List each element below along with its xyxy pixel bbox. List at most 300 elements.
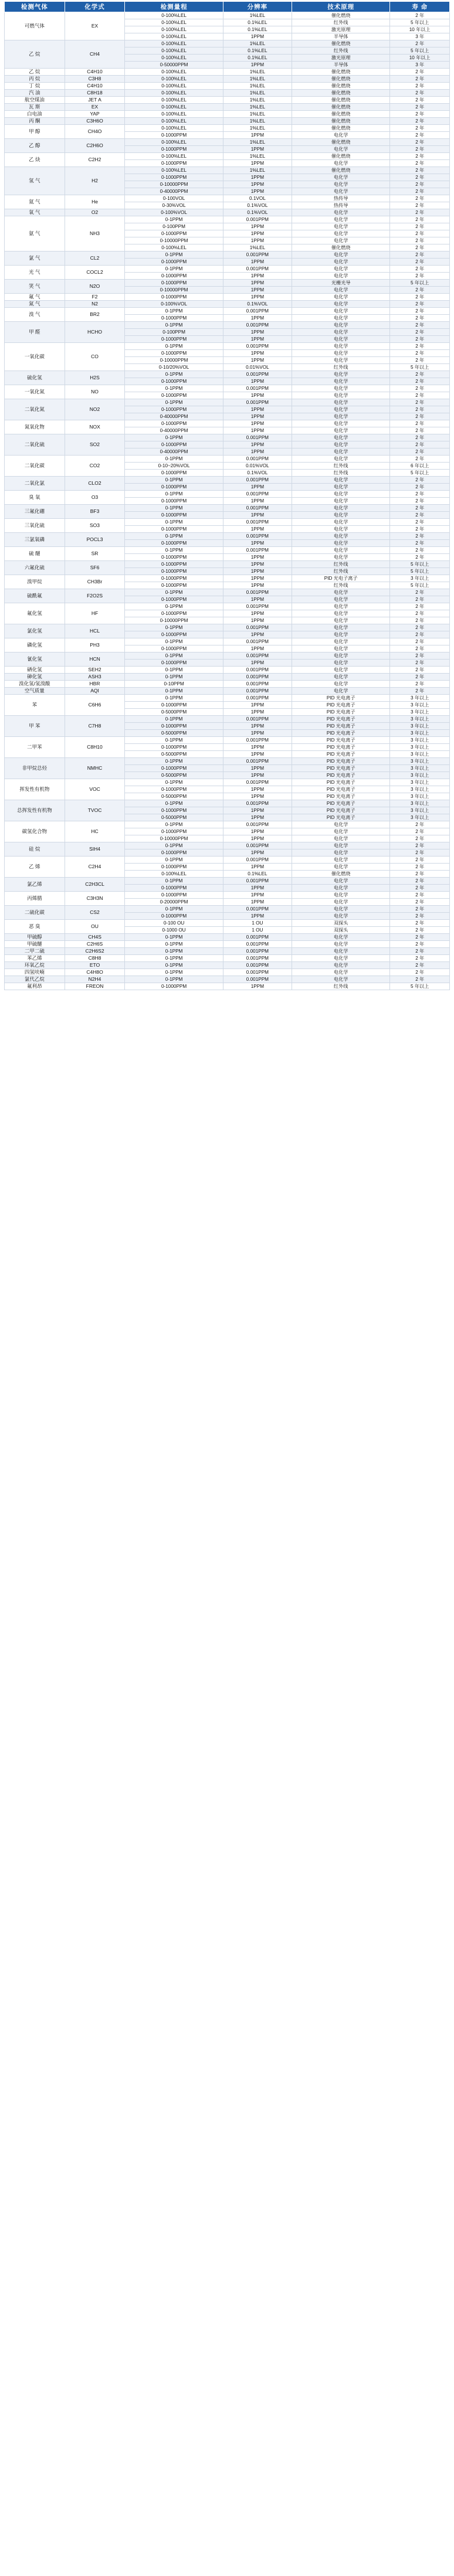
cell-formula: CL2 — [65, 252, 125, 266]
cell-range: 0-1000PPM — [125, 294, 223, 301]
cell-life: 2 年 — [390, 406, 450, 413]
cell-technology: 电化学 — [292, 223, 389, 230]
cell-technology: PID 光电离子 — [292, 716, 389, 723]
cell-range: 0-100%LEL — [125, 153, 223, 160]
cell-life: 2 年 — [390, 674, 450, 681]
cell-technology: PID 光电离子 — [292, 695, 389, 702]
cell-life: 2 年 — [390, 167, 450, 174]
cell-technology: 电化学 — [292, 406, 389, 413]
cell-formula: HBR — [65, 681, 125, 688]
cell-life: 2 年 — [390, 955, 450, 962]
cell-life: 2 年 — [390, 969, 450, 976]
table-row — [5, 76, 450, 83]
cell-gas-name: 磷化氢 — [5, 638, 65, 653]
cell-range: 0-1PPM — [125, 667, 223, 674]
cell-range: 0-1000PPM — [125, 420, 223, 427]
cell-range: 0-1000PPM — [125, 575, 223, 582]
cell-resolution: 0.001PPM — [223, 878, 292, 885]
cell-life: 2 年 — [390, 941, 450, 948]
cell-range: 0-40000PPM — [125, 413, 223, 420]
cell-gas-name: 可燃气体 — [5, 12, 65, 40]
header-range: 检测量程 — [125, 2, 223, 12]
cell-resolution: 0.001PPM — [223, 674, 292, 681]
cell-life: 3 年以上 — [390, 807, 450, 814]
cell-range: 0-20000PPM — [125, 899, 223, 906]
cell-technology: 电化学 — [292, 378, 389, 385]
cell-life: 3 年以上 — [390, 737, 450, 744]
cell-technology: 电化学 — [292, 399, 389, 406]
table-row — [5, 12, 450, 19]
cell-gas-name: 丙 酮 — [5, 118, 65, 125]
cell-range: 0-100%LEL — [125, 76, 223, 83]
cell-technology: 催化燃烧 — [292, 244, 389, 252]
cell-range: 0-1000PPM — [125, 983, 223, 990]
cell-range: 0-1000PPM — [125, 645, 223, 653]
cell-resolution: 1PPM — [223, 772, 292, 779]
cell-formula: YAP — [65, 111, 125, 118]
cell-resolution: 1PPM — [223, 132, 292, 139]
cell-range: 0-1PPM — [125, 906, 223, 913]
cell-life: 3 年以上 — [390, 800, 450, 807]
cell-resolution: 0.001PPM — [223, 800, 292, 807]
cell-range: 0-10000PPM — [125, 835, 223, 842]
cell-range: 0-100%LEL — [125, 139, 223, 146]
cell-life: 2 年 — [390, 322, 450, 329]
cell-range: 0-1PPM — [125, 505, 223, 512]
cell-resolution: 1PPM — [223, 660, 292, 667]
cell-gas-name: 氧 气 — [5, 209, 65, 216]
cell-range: 0-100%LEL — [125, 111, 223, 118]
cell-range: 0-1PPM — [125, 842, 223, 849]
cell-range: 0-1PPM — [125, 941, 223, 948]
cell-resolution: 0.001PPM — [223, 399, 292, 406]
cell-technology: 电化学 — [292, 477, 389, 484]
cell-gas-name: 二氧化硫 — [5, 434, 65, 456]
table-row — [5, 456, 450, 463]
table-row — [5, 969, 450, 976]
table-row — [5, 821, 450, 828]
cell-range: 0-1000PPM — [125, 132, 223, 139]
header-formula: 化学式 — [65, 2, 125, 12]
cell-resolution: 1PPM — [223, 709, 292, 716]
cell-range: 0-100%LEL — [125, 167, 223, 174]
cell-life: 2 年 — [390, 448, 450, 456]
cell-technology: 电化学 — [292, 385, 389, 392]
cell-life: 3 年以上 — [390, 723, 450, 730]
cell-range: 0-1000PPM — [125, 828, 223, 835]
cell-formula: C2H6O — [65, 139, 125, 153]
cell-technology: PID 光电子离子 — [292, 575, 389, 582]
cell-formula: C4H8O — [65, 969, 125, 976]
cell-gas-name: 六氟化硫 — [5, 561, 65, 575]
cell-range: 0-10000PPM — [125, 287, 223, 294]
cell-technology: 电化学 — [292, 259, 389, 266]
cell-life: 2 年 — [390, 491, 450, 498]
cell-life: 5 年以上 — [390, 280, 450, 287]
cell-gas-name: 砷化氢 — [5, 674, 65, 681]
table-row — [5, 800, 450, 807]
cell-formula: OU — [65, 920, 125, 934]
cell-range: 0-10/20%VOL — [125, 364, 223, 371]
table-row — [5, 343, 450, 350]
cell-resolution: 1PPM — [223, 596, 292, 603]
cell-life: 2 年 — [390, 83, 450, 90]
table-row — [5, 674, 450, 681]
cell-range: 0-1000 OU — [125, 927, 223, 934]
cell-technology: 半导体 — [292, 62, 389, 69]
cell-life: 2 年 — [390, 146, 450, 153]
cell-resolution: 1%LEL — [223, 111, 292, 118]
cell-resolution: 1%LEL — [223, 244, 292, 252]
cell-technology: 电化学 — [292, 849, 389, 857]
cell-technology: 催化燃烧 — [292, 139, 389, 146]
cell-technology: 电化学 — [292, 885, 389, 892]
cell-formula: COCL2 — [65, 266, 125, 280]
cell-technology: PID 光电离子 — [292, 751, 389, 758]
cell-life: 3 年以上 — [390, 716, 450, 723]
table-row — [5, 941, 450, 948]
cell-range: 0-1000PPM — [125, 892, 223, 899]
cell-technology: PID 光电离子 — [292, 807, 389, 814]
cell-range: 0-5000PPM — [125, 751, 223, 758]
cell-gas-name: 笑 气 — [5, 280, 65, 294]
cell-range: 0-1000PPM — [125, 596, 223, 603]
cell-life: 10 年以上 — [390, 26, 450, 33]
cell-life: 2 年 — [390, 864, 450, 871]
cell-formula: N2 — [65, 301, 125, 308]
cell-range: 0-5000PPM — [125, 814, 223, 821]
header-resolution: 分辨率 — [223, 2, 292, 12]
cell-life: 2 年 — [390, 195, 450, 202]
cell-gas-name: 硫 醚 — [5, 547, 65, 561]
cell-gas-name: 氯乙烯 — [5, 878, 65, 892]
cell-resolution: 1PPM — [223, 702, 292, 709]
cell-life: 3 年以上 — [390, 814, 450, 821]
cell-formula: EX — [65, 104, 125, 111]
cell-resolution: 1PPM — [223, 828, 292, 835]
cell-range: 0-5000PPM — [125, 709, 223, 716]
cell-gas-name: 氮 气 — [5, 301, 65, 308]
cell-technology: 红外线 — [292, 561, 389, 568]
cell-technology: 电化学 — [292, 308, 389, 315]
cell-life: 5 年以上 — [390, 983, 450, 990]
cell-range: 0-40000PPM — [125, 188, 223, 195]
cell-technology: 电化学 — [292, 371, 389, 378]
cell-technology: 催化燃烧 — [292, 871, 389, 878]
cell-technology: 电化学 — [292, 343, 389, 350]
cell-life: 2 年 — [390, 512, 450, 519]
cell-life: 2 年 — [390, 505, 450, 512]
cell-technology: 电化学 — [292, 526, 389, 533]
cell-formula: EX — [65, 12, 125, 40]
cell-resolution: 0.01%VOL — [223, 364, 292, 371]
cell-life: 2 年 — [390, 899, 450, 906]
cell-life: 2 年 — [390, 821, 450, 828]
cell-range: 0-1PPM — [125, 322, 223, 329]
cell-life: 2 年 — [390, 835, 450, 842]
cell-life: 2 年 — [390, 681, 450, 688]
cell-technology: 双探头 — [292, 920, 389, 927]
cell-life: 2 年 — [390, 230, 450, 237]
cell-technology: 红外线 — [292, 983, 389, 990]
cell-resolution: 1PPM — [223, 336, 292, 343]
cell-technology: PID 光电离子 — [292, 702, 389, 709]
cell-life: 2 年 — [390, 533, 450, 540]
cell-resolution: 1PPM — [223, 329, 292, 336]
cell-life: 2 年 — [390, 90, 450, 97]
cell-gas-name: 丙 烷 — [5, 76, 65, 83]
cell-life: 5 年以上 — [390, 561, 450, 568]
cell-resolution: 1PPM — [223, 146, 292, 153]
cell-technology: 电化学 — [292, 617, 389, 624]
cell-resolution: 0.1VOL — [223, 195, 292, 202]
cell-technology: 电化学 — [292, 934, 389, 941]
cell-resolution: 0.001PPM — [223, 716, 292, 723]
cell-resolution: 1PPM — [223, 181, 292, 188]
cell-range: 0-1000PPM — [125, 315, 223, 322]
cell-range: 0-1000PPM — [125, 160, 223, 167]
cell-resolution: 1PPM — [223, 575, 292, 582]
cell-range: 0-1PPM — [125, 533, 223, 540]
cell-gas-name: 氯 气 — [5, 252, 65, 266]
cell-range: 0-5000PPM — [125, 772, 223, 779]
cell-range: 0-100%LEL — [125, 97, 223, 104]
table-row — [5, 420, 450, 427]
cell-range: 0-1000PPM — [125, 744, 223, 751]
cell-life: 2 年 — [390, 871, 450, 878]
cell-resolution: 0.001PPM — [223, 505, 292, 512]
table-row — [5, 779, 450, 786]
cell-life: 2 年 — [390, 434, 450, 441]
cell-life: 2 年 — [390, 638, 450, 645]
cell-technology: PID 光电离子 — [292, 730, 389, 737]
cell-formula: C2H6S2 — [65, 948, 125, 955]
cell-technology: PID 光电离子 — [292, 793, 389, 800]
cell-resolution: 0.001PPM — [223, 216, 292, 223]
cell-life: 3 年以上 — [390, 779, 450, 786]
cell-formula: N2H4 — [65, 976, 125, 983]
cell-life: 2 年 — [390, 498, 450, 505]
cell-range: 0-100%LEL — [125, 125, 223, 132]
cell-range: 0-1PPM — [125, 716, 223, 723]
cell-technology: 电化学 — [292, 913, 389, 920]
cell-life: 3 年以上 — [390, 709, 450, 716]
table-row — [5, 385, 450, 392]
cell-resolution: 1PPM — [223, 540, 292, 547]
cell-formula: CH4S — [65, 934, 125, 941]
cell-technology: PID 光电离子 — [292, 709, 389, 716]
cell-formula: BR2 — [65, 308, 125, 322]
gas-detection-table — [4, 1, 450, 990]
cell-range: 0-100%VOL — [125, 301, 223, 308]
cell-range: 0-1PPM — [125, 758, 223, 765]
cell-technology: 催化燃烧 — [292, 111, 389, 118]
cell-gas-name: 氯化氢 — [5, 624, 65, 638]
cell-range: 0-1PPM — [125, 800, 223, 807]
cell-formula: C3H6O — [65, 118, 125, 125]
cell-resolution: 0.1%LEL — [223, 26, 292, 33]
cell-technology: 电化学 — [292, 603, 389, 610]
cell-resolution: 0.001PPM — [223, 519, 292, 526]
cell-technology: 电化学 — [292, 413, 389, 420]
cell-life: 2 年 — [390, 892, 450, 899]
cell-life: 2 年 — [390, 181, 450, 188]
cell-formula: POCL3 — [65, 533, 125, 547]
cell-formula: C2H2 — [65, 153, 125, 167]
cell-range: 0-1000PPM — [125, 336, 223, 343]
cell-technology: 电化学 — [292, 828, 389, 835]
cell-life: 2 年 — [390, 259, 450, 266]
cell-gas-name: 氟化氢 — [5, 603, 65, 624]
cell-resolution: 1PPM — [223, 561, 292, 568]
cell-life: 2 年 — [390, 484, 450, 491]
cell-formula: BF3 — [65, 505, 125, 519]
cell-life: 10 年以上 — [390, 55, 450, 62]
cell-formula: C7H8 — [65, 716, 125, 737]
cell-life: 2 年 — [390, 132, 450, 139]
cell-resolution: 0.001PPM — [223, 266, 292, 273]
cell-technology: 电化学 — [292, 329, 389, 336]
table-row — [5, 97, 450, 104]
cell-technology: 电化学 — [292, 624, 389, 631]
cell-resolution: 0.001PPM — [223, 969, 292, 976]
cell-resolution: 0.1%VOL — [223, 209, 292, 216]
cell-life: 2 年 — [390, 153, 450, 160]
cell-technology: 电化学 — [292, 456, 389, 463]
cell-resolution: 1PPM — [223, 786, 292, 793]
cell-resolution: 1PPM — [223, 582, 292, 589]
cell-range: 0-100%LEL — [125, 871, 223, 878]
cell-technology: 双探头 — [292, 927, 389, 934]
cell-resolution: 0.001PPM — [223, 906, 292, 913]
cell-range: 0-1PPM — [125, 821, 223, 828]
cell-resolution: 0.1%LEL — [223, 19, 292, 26]
table-row — [5, 948, 450, 955]
cell-range: 0-50000PPM — [125, 62, 223, 69]
table-row — [5, 758, 450, 765]
cell-range: 0-1PPM — [125, 955, 223, 962]
cell-range: 0-1000PPM — [125, 849, 223, 857]
cell-gas-name: 非甲烷总烃 — [5, 758, 65, 779]
cell-technology: 电化学 — [292, 638, 389, 645]
cell-resolution: 1PPM — [223, 814, 292, 821]
cell-gas-name: 二氧化碳 — [5, 456, 65, 477]
cell-technology: 电化学 — [292, 533, 389, 540]
cell-technology: 电化学 — [292, 160, 389, 167]
table-row — [5, 842, 450, 849]
cell-technology: 电化学 — [292, 484, 389, 491]
cell-formula: H2 — [65, 167, 125, 195]
cell-gas-name: 氮氧化物 — [5, 420, 65, 434]
cell-technology: 催化燃烧 — [292, 125, 389, 132]
cell-life: 2 年 — [390, 202, 450, 209]
table-row — [5, 561, 450, 568]
cell-gas-name: 乙 醇 — [5, 139, 65, 153]
cell-technology: 催化燃烧 — [292, 118, 389, 125]
table-row — [5, 216, 450, 223]
table-row — [5, 505, 450, 512]
cell-life: 2 年 — [390, 667, 450, 674]
cell-range: 0-100PPM — [125, 329, 223, 336]
cell-technology: 激光原理 — [292, 26, 389, 33]
cell-range: 0-1PPM — [125, 266, 223, 273]
cell-gas-name: 氯代乙烷 — [5, 976, 65, 983]
cell-resolution: 0.1%LEL — [223, 871, 292, 878]
cell-life: 2 年 — [390, 301, 450, 308]
cell-resolution: 1PPM — [223, 350, 292, 357]
cell-formula: CS2 — [65, 906, 125, 920]
cell-life: 2 年 — [390, 378, 450, 385]
cell-technology: 红外线 — [292, 364, 389, 371]
cell-range: 0-100%LEL — [125, 26, 223, 33]
cell-technology: PID 光电离子 — [292, 772, 389, 779]
cell-gas-name: 空气质量 — [5, 688, 65, 695]
table-body — [5, 12, 450, 990]
cell-technology: 电化学 — [292, 878, 389, 885]
cell-resolution: 1%LEL — [223, 125, 292, 132]
table-row — [5, 301, 450, 308]
cell-resolution: 1%LEL — [223, 69, 292, 76]
cell-range: 0-10000PPM — [125, 357, 223, 364]
cell-technology: 催化燃烧 — [292, 97, 389, 104]
cell-resolution: 0.001PPM — [223, 934, 292, 941]
cell-formula: AQI — [65, 688, 125, 695]
cell-technology: 电化学 — [292, 237, 389, 244]
cell-technology: 电化学 — [292, 301, 389, 308]
cell-gas-name: 甲硫醇 — [5, 934, 65, 941]
cell-range: 0-1PPM — [125, 477, 223, 484]
table-row — [5, 653, 450, 660]
cell-life: 2 年 — [390, 111, 450, 118]
cell-gas-name: 瓦 斯 — [5, 104, 65, 111]
cell-gas-name: 四氢呋喃 — [5, 969, 65, 976]
cell-life: 2 年 — [390, 69, 450, 76]
cell-technology: 电化学 — [292, 209, 389, 216]
cell-life: 2 年 — [390, 329, 450, 336]
cell-technology: 电化学 — [292, 181, 389, 188]
cell-technology: 电化学 — [292, 491, 389, 498]
cell-technology: 红外线 — [292, 47, 389, 55]
cell-resolution: 0.001PPM — [223, 688, 292, 695]
cell-resolution: 1%LEL — [223, 167, 292, 174]
cell-range: 0-1000PPM — [125, 702, 223, 709]
cell-technology: 电化学 — [292, 969, 389, 976]
table-row — [5, 294, 450, 301]
cell-technology: 电化学 — [292, 631, 389, 638]
cell-formula: He — [65, 195, 125, 209]
cell-resolution: 1PPM — [223, 420, 292, 427]
cell-technology: 催化燃烧 — [292, 167, 389, 174]
cell-gas-name: 溴化氢/氢溴酸 — [5, 681, 65, 688]
cell-life: 2 年 — [390, 617, 450, 624]
cell-life: 2 年 — [390, 104, 450, 111]
cell-technology: 电化学 — [292, 266, 389, 273]
cell-life: 2 年 — [390, 209, 450, 216]
cell-life: 5 年以上 — [390, 568, 450, 575]
table-row — [5, 83, 450, 90]
table-row — [5, 118, 450, 125]
cell-formula: PH3 — [65, 638, 125, 653]
cell-life: 2 年 — [390, 540, 450, 547]
cell-resolution: 1PPM — [223, 287, 292, 294]
cell-formula: SEH2 — [65, 667, 125, 674]
cell-resolution: 1PPM — [223, 913, 292, 920]
cell-range: 0-1PPM — [125, 399, 223, 406]
cell-range: 0-1PPM — [125, 491, 223, 498]
cell-resolution: 0.001PPM — [223, 547, 292, 554]
table-row — [5, 399, 450, 406]
cell-formula: NH3 — [65, 216, 125, 252]
